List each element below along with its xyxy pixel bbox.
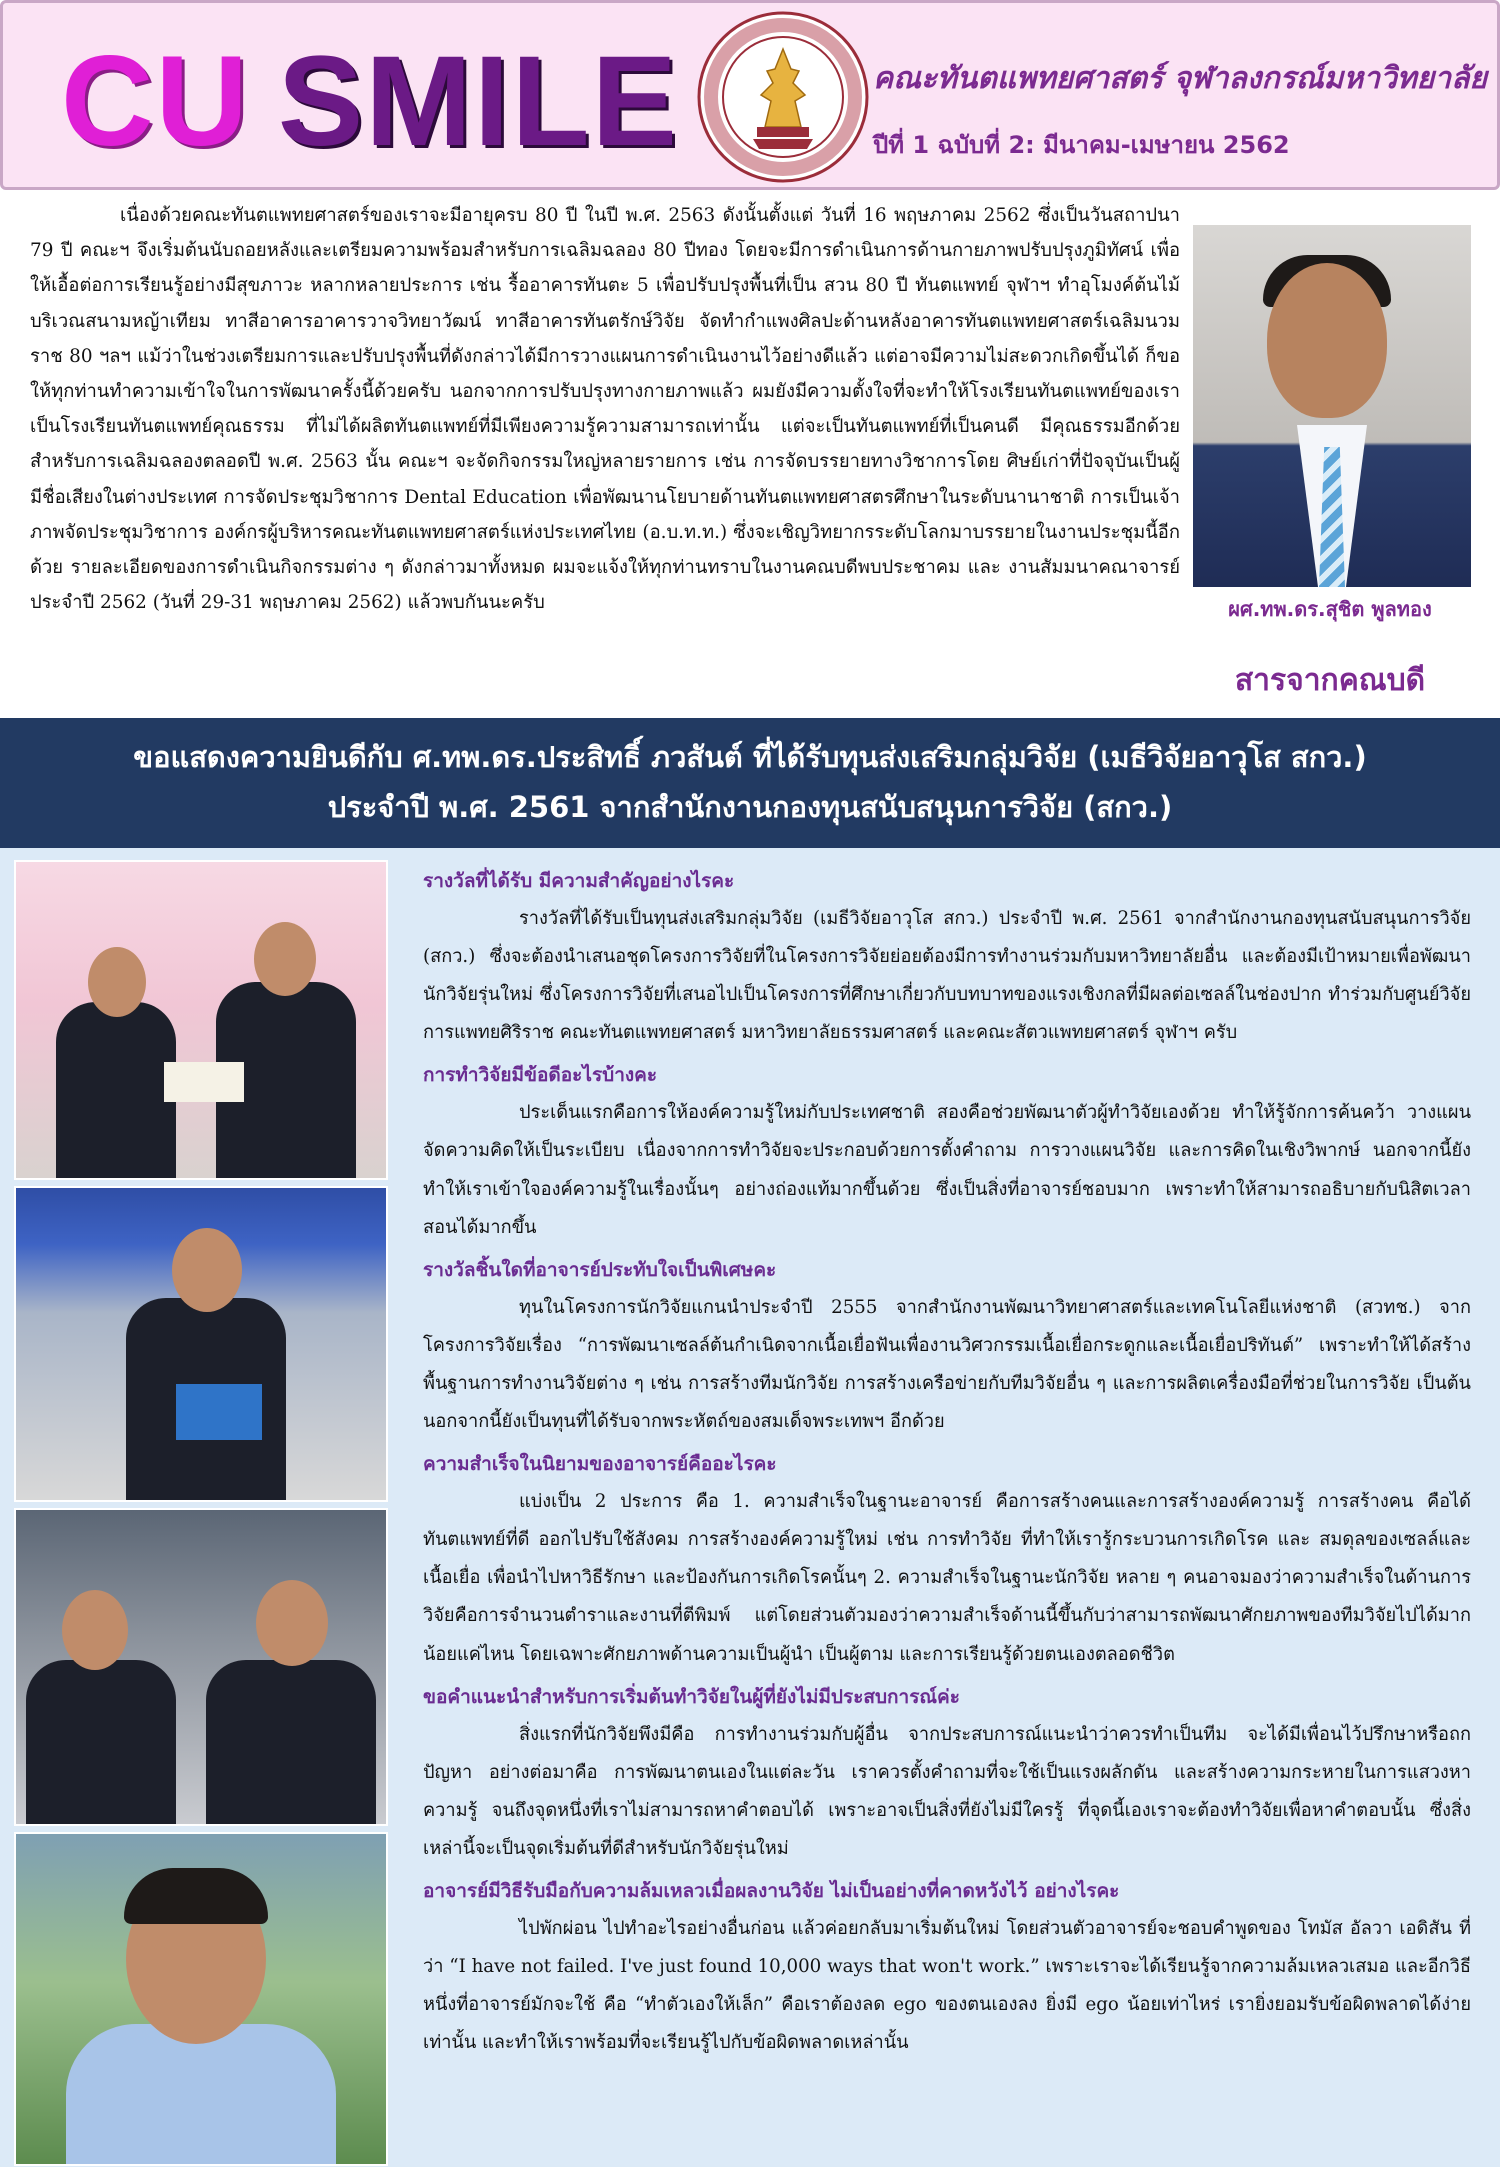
portrait-photo (14, 1832, 388, 2166)
dean-message-body: เนื่องด้วยคณะทันตแพทยศาสตร์ของเราจะมีอายุครบ 80 ปี ในปี พ.ศ. 2563 ดังนั้นตั้งแต่ วันที่ 16 พฤษภาคม 2562 ซึ่งเป็นวันสถาปนา 79 ปี คณะฯ จึงเริ่มต้นนับถอยหลังและเตรียมความพร้อมสำหรับการเฉลิมฉลอง 80 ปีทอง โดยจะมีการดำเนินการด้านกายภาพปรับปรุงภูมิทัศน์ เพื่อให้เอื้อต่อการเรียนรู้อย่างมีสุขภาวะ หลากหลายประการ เช่น รื้ออาคารทันตะ 5 เพื่อปรับปรุงพื้นที่เป็น สวน 80 ปี ทันตแพทย์ จุฬาฯ ทำอุโมงค์ต้นไม้บริเวณสนามหญ้าเทียม ทาสีอาคารอาคารวาจวิทยาวัฒน์ ทาสีอาคารทันตรักษ์วิจัย จัดทำกำแพงศิลปะด้านหลังอาคารทันตแพทยศาสตร์เฉลิมนวมราช 80 ฯลฯ แม้ว่าในช่วงเตรียมการและปรับปรุงพื้นที่ดังกล่าวได้มีการวางแผนการดำเนินงานไว้อย่างดีแล้ว แต่อาจมีความไม่สะดวกเกิดขึ้นได้ ก็ขอให้ทุกท่านทำความเข้าใจในการพัฒนาครั้งนี้ด้วยครับ นอกจากการปรับปรุงทางกายภาพแล้ว ผมยังมีความตั้งใจที่จะทำให้โรงเรียนทันตแพทย์ของเราเป็นโรงเรียนทันตแพทย์คุณธรรม ที่ไม่ได้ผลิตทันตแพทย์ที่มีเพียงความรู้ความสามารถเท่านั้น แต่จะเป็นทันตแพทย์ที่เป็นคนดี มีคุณธรรมอีกด้วย สำหรับการเฉลิมฉลองตลอดปี พ.ศ. 2563 นั้น คณะฯ จะจัดกิจกรรมใหญ่หลายรายการ เช่น การจัดบรรยายทางวิชาการโดย ศิษย์เก่าที่ปัจจุบันเป็นผู้มีชื่อเสียงในต่างประเทศ การจัดประชุมวิชาการ Dental Education เพื่อพัฒนานโยบายด้านทันตแพทยศาสตรศึกษาในระดับนานาชาติ การเป็นเจ้าภาพจัดประชุมวิชาการ องค์กรผู้บริหารคณะทันตแพทยศาสตร์แห่งประเทศไทย (อ.บ.ท.ท.) ซึ่งจะเชิญวิทยากรระดับโลกมาบรรยายในงานประชุมนี้อีกด้วย รายละเอียดของการดำเนินกิจกรรมต่าง ๆ ดังกล่าวมาทั้งหมด ผมจะแจ้งให้ทุกท่านทราบในงานคณบดีพบประชาคม และ งานสัมมนาคณาจารย์ ประจำปี 2562 (วันที่ 29-31 พฤษภาคม 2562) แล้วพบกันนะครับ (30, 205, 1180, 614)
congratulations-banner (0, 718, 1500, 848)
interview-answer: แบ่งเป็น 2 ประการ คือ 1. ความสำเร็จในฐานะอาจารย์ คือการสร้างคนและการสร้างองค์ความรู้ การสร้างคน คือได้ทันตแพทย์ที่ดี ออกไปรับใช้สังคม การสร้างองค์ความรู้ใหม่ เช่น การทำวิจัย ที่ทำให้เรารู้กระบวนการเกิดโรค และ สมดุลของเซลล์และเนื้อเยื่อ เพื่อนำไปหาวิธีรักษา และป้องกันการเกิดโรคนั้นๆ 2. ความสำเร็จในฐานะนักวิจัย หลาย ๆ คนอาจมองว่าความสำเร็จในด้านการวิจัยคือการจำนวนตำราและงานที่ตีพิมพ์ แต่โดยส่วนตัวมองว่าความสำเร็จด้านนี้ขึ้นกับว่าสามารถพัฒนาศักยภาพของทีมวิจัยไปได้มากน้อยแค่ไหน โดยเฉพาะศักยภาพด้านความเป็นผู้นำ เป็นผู้ตาม และการเรียนรู้ด้วยตนเองตลอดชีวิต (423, 1491, 1471, 1665)
newsletter-logo (61, 30, 679, 173)
interview-question: รางวัลชิ้นใดที่อาจารย์ประทับใจเป็นพิเศษคะ (423, 1258, 777, 1281)
issue-info: ปีที่ 1 ฉบับที่ 2: มีนาคม-เมษายน 2562 (873, 131, 1290, 159)
interview-answer: ประเด็นแรกคือการให้องค์ความรู้ใหม่กับประเทศชาติ สองคือช่วยพัฒนาตัวผู้ทำวิจัยเองด้วย ทำให้รู้จักการค้นคว้า วางแผน จัดความคิดให้เป็นระเบียบ เนื่องจากการทำวิจัยจะประกอบด้วยการตั้งคำถาม การวางแผนวิจัย และการคิดในเชิงวิพากษ์ นอกจากนี้ยังทำให้เราเข้าใจองค์ความรู้ในเรื่องนั้นๆ อย่างถ่องแท้มากขึ้นด้วย ซึ่งเป็นสิ่งที่อาจารย์ชอบมาก เพราะทำให้สามารถอธิบายกับนิสิตเวลาสอนได้มากขึ้น (423, 1102, 1471, 1238)
faculty-name: คณะทันตแพทยศาสตร์ จุฬาลงกรณ์มหาวิทยาลัย (873, 61, 1487, 96)
dean-message (30, 198, 1180, 620)
interview-answer: ทุนในโครงการนักวิจัยแกนนำประจำปี 2555 จากสำนักงานพัฒนาวิทยาศาสตร์และเทคโนโลยีแห่งชาติ (สวทช.) จากโครงการวิจัยเรื่อง “การพัฒนาเซลล์ต้นกำเนิดจากเนื้อเยื่อฟันเพื่องานวิศวกรรมเนื้อเยื่อกระดูกและเนื้อเยื่อปริทันต์” เพราะทำให้ได้สร้างพื้นฐานการทำงานวิจัยต่าง ๆ เช่น การสร้างทีมนักวิจัย การสร้างเครือข่ายกับทีมวิจัยอื่น ๆ และการผลิตเครื่องมือที่ช่วยในการวิจัย เป็นต้น นอกจากนี้ยังเป็นทุนที่ได้รับจากพระหัตถ์ของสมเด็จพระเทพฯ อีกด้วย (423, 1296, 1471, 1433)
award-ceremony-photo (14, 860, 388, 1180)
dean-photo (1193, 225, 1471, 587)
interview-question: ขอคำแนะนำสำหรับการเริ่มต้นทำวิจัยในผู้ที่ยังไม่มีประสบการณ์ค่ะ (423, 1685, 960, 1708)
dean-photo-caption: ผศ.ทพ.ดร.สุชิต พูลทอง (1228, 597, 1432, 621)
banner-line-1: ขอแสดงความยินดีกับ ศ.ทพ.ดร.ประสิทธิ์ ภวสันต์ ที่ได้รับทุนส่งเสริมกลุ่มวิจัย (เมธีวิจัยอาวุโส สกว.) (133, 740, 1367, 774)
interview-answer: สิ่งแรกที่นักวิจัยพึงมีคือ การทำงานร่วมกับผู้อื่น จากประสบการณ์แนะนำว่าควรทำเป็นทีม จะได้มีเพื่อนไว้ปรึกษาหรือถกปัญหา อย่างต่อมาคือ การพัฒนาตนเองในแต่ละวัน เราควรตั้งคำถามที่จะใช้เป็นแรงผลักดัน และสร้างความกระหายในการแสวงหาความรู้ จนถึงจุดหนึ่งที่เราไม่สามารถหาคำตอบได้ เพราะอาจเป็นสิ่งที่ยังไม่มีใครรู้ ที่จุดนี้เองเราจะต้องทำวิจัยเพื่อหาคำตอบนั้น ซึ่งสิ่งเหล่านี้จะเป็นจุดเริ่มต้นที่ดีสำหรับนักวิจัยรุ่นใหม่ (423, 1723, 1471, 1859)
logo-cu: CU (61, 30, 250, 173)
interview-question: รางวัลที่ได้รับ มีความสำคัญอย่างไรคะ (423, 870, 735, 892)
award-event-photo (14, 1186, 388, 1502)
interview-article (423, 862, 1471, 2066)
interview-question: การทำวิจัยมีข้อดีอะไรบ้างคะ (423, 1064, 658, 1087)
faculty-seal-icon (695, 9, 871, 185)
interview-answer: ไปพักผ่อน ไปทำอะไรอย่างอื่นก่อน แล้วค่อยกลับมาเริ่มต้นใหม่ โดยส่วนตัวอาจารย์จะชอบคำพูดของ โทมัส อัลวา เอดิสัน ที่ว่า “I have not failed. I've just found 10,000 ways that won't work.” เพราะเราจะได้เรียนรู้จากความล้มเหลวเสมอ และอีกวิธีหนึ่งที่อาจารย์มักจะใช้ คือ “ทำตัวเองให้เล็ก” คือเราต้องลด ego ของตนเองลง ยิ่งมี ego น้อยเท่าไหร่ เรายิ่งยอมรับข้อผิดพลาดได้ง่ายเท่านั้น และทำให้เราพร้อมที่จะเรียนรู้ไปกับข้อผิดพลาดเหล่านั้น (423, 1917, 1471, 2054)
dean-section-label: สารจากคณบดี (1234, 663, 1426, 698)
newsletter-header (0, 0, 1500, 190)
interview-question: ความสำเร็จในนิยามของอาจารย์คืออะไรคะ (423, 1453, 777, 1476)
interview-question: อาจารย์มีวิธีรับมือกับความล้มเหลวเมื่อผลงานวิจัย ไม่เป็นอย่างที่คาดหวังไว้ อย่างไรคะ (423, 1879, 1120, 1902)
interview-answer: รางวัลที่ได้รับเป็นทุนส่งเสริมกลุ่มวิจัย (เมธีวิจัยอาวุโส สกว.) ประจำปี พ.ศ. 2561 จากสำนักงานกองทุนสนับสนุนการวิจัย (สกว.) ซึ่งจะต้องนำเสนอชุดโครงการวิจัยที่ในโครงการวิจัยย่อยต้องมีการทำงานร่วมกับมหาวิทยาลัยอื่น และต้องมีเป้าหมายเพื่อพัฒนานักวิจัยรุ่นใหม่ ซึ่งโครงการวิจัยที่เสนอไปเป็นโครงการที่ศึกษาเกี่ยวกับบทบาทของแรงเชิงกลที่มีผลต่อเซลล์ในช่องปาก ทำร่วมกับศูนย์วิจัยการแพทยศิริราช คณะทันตแพทยศาสตร์ มหาวิทยาลัยธรรมศาสตร์ และคณะสัตวแพทยศาสตร์ จุฬาฯ ครับ (423, 908, 1471, 1044)
logo-smile: SMILE (277, 30, 679, 173)
banner-line-2: ประจำปี พ.ศ. 2561 จากสำนักงานกองทุนสนับสนุนการวิจัย (สกว.) (327, 790, 1173, 824)
conference-photo (14, 1508, 388, 1826)
